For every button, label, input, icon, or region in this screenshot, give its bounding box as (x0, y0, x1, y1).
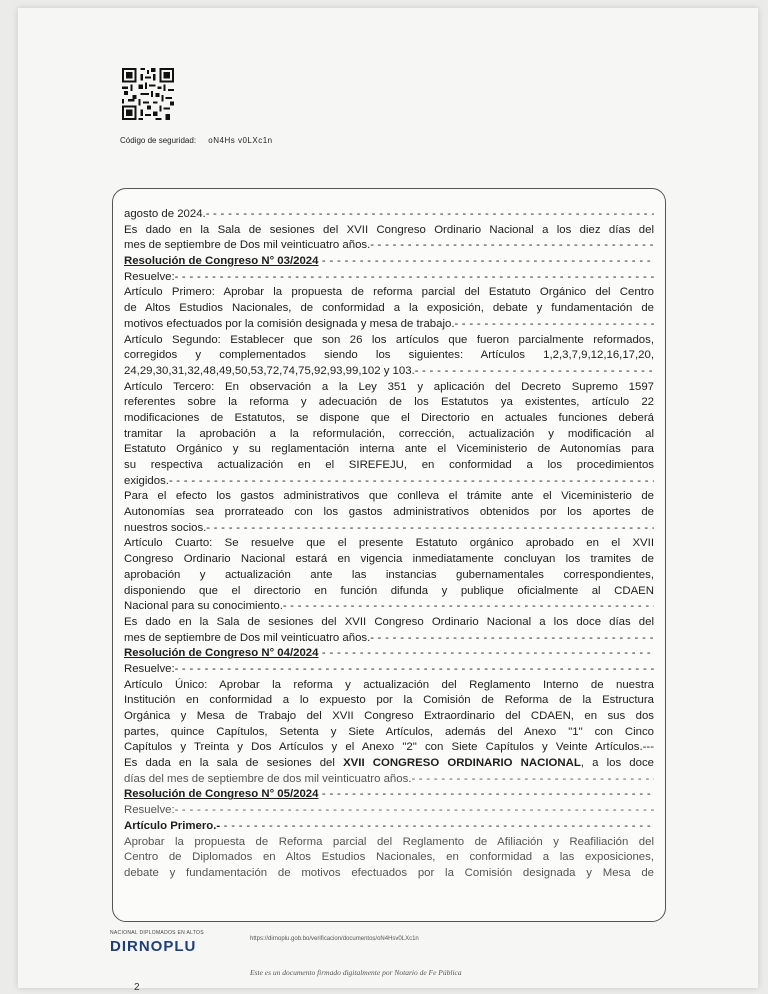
text-line: días del mes de septiembre de dos mil veinticuatro años.- - - - (124, 772, 654, 788)
text-line: corregidos y complementados siendo los siguientes: Artículos 1,2,3,7,9,12,16,17,20, (124, 349, 654, 362)
text-line: aprobación y actualización ante las instancias gubernamentales correspondientes, (124, 568, 654, 581)
text-line: modificaciones de Estatutos, se dispone que el Directorio en actuales funciones deberá (124, 411, 654, 424)
resolution-heading-05: Resolución de Congreso N° 05/2024 - - - (124, 787, 654, 803)
text-line: Es dado en la Sala de sesiones del XVII Congreso Ordinario Nacional a los diez días del (124, 223, 654, 236)
text-line: exigidos.- - - - (124, 474, 654, 490)
text-line: su respectiva actualización en el SIREFEJU, en conformidad a los procedimientos (124, 459, 654, 471)
text-line: disponiendo que el directorio en función difunda y publique oficialmente al CDAEN (124, 584, 654, 597)
text-line: tramitar la aprobación a la reformulación, corrección, actualización y modificación al (124, 427, 654, 440)
text-line: motivos efectuados por la comisión designada y mesa de trabajo.- - - - (124, 317, 654, 333)
text-line: agosto de 2024.- - - - (124, 207, 654, 223)
text-line: Congreso Ordinario Nacional estará en vigencia inmediatamente concluyan los tramites de (124, 553, 654, 566)
security-code (120, 136, 273, 145)
text-line: Artículo Tercero: En observación a la Ley 351 y aplicación del Decreto Supremo 1597 (124, 380, 654, 393)
verification-url: https://dirnoplu.gob.bo/verificacion/documentos/oN4Hsv0LXc1n (250, 936, 419, 942)
text-line: Resuelve:- - - - (124, 803, 654, 819)
text-line: Aprobar la propuesta de Reforma parcial del Reglamento de Afiliación y Reafiliación del (124, 835, 654, 848)
text-line: Autonomías sea prorrateado con los gastos administrativos obtenidos por los aportes de (124, 506, 654, 519)
text-line: de Altos Estudios Nacionales, de conformidad a la exposición, debate y fundamentación de (124, 302, 654, 315)
dirnoplu-logo (110, 930, 204, 955)
text-line: referentes sobre la reforma y adecuación de los Estatutos ya existentes, artículo 22 (124, 396, 654, 409)
qr-code-icon (122, 68, 174, 120)
text-line: Es dado en la Sala de sesiones del XVII Congreso Ordinario Nacional a los doce días del (124, 615, 654, 628)
document-page (18, 8, 758, 993)
resolution-text (124, 207, 654, 882)
text-line: Resuelve:- - - - (124, 270, 654, 286)
page-number: 2 (134, 982, 140, 993)
resolution-heading-04: Resolución de Congreso N° 04/2024 - - - (124, 646, 654, 662)
resolution-heading-03: Resolución de Congreso N° 03/2024 - - - (124, 254, 654, 270)
text-line: mes de septiembre de Dos mil veinticuatro años.- - - - (124, 238, 654, 254)
text-line: Nacional para su conocimiento.- - - - (124, 599, 654, 615)
text-line: Artículo Segundo: Establecer que son 26 los artículos que fueron parcialmente reformados, (124, 333, 654, 346)
text-line: partes, quince Capítulos, Setenta y Siete Artículos, además del Anexo "1" con Cinco (124, 725, 654, 738)
security-code-value: oN4Hs v0LXc1n (208, 136, 273, 145)
digital-signature-note: Este es un documento firmado digitalmente por Notario de Fe Pública (250, 968, 462, 977)
text-line: Estatuto Orgánico y su reglamentación interna ante el Viceministerio de Autonomías para (124, 443, 654, 456)
text-line: 24,29,30,31,32,48,49,50,53,72,74,75,92,93,99,102 y 103.- - - - (124, 364, 654, 380)
resolution-frame (112, 188, 666, 922)
text-line: Artículo Único: Aprobar la reforma y actualización del Reglamento Interno de nuestra (124, 678, 654, 691)
text-line: mes de septiembre de Dos mil veinticuatro años.- - - - (124, 631, 654, 647)
text-line: Artículo Cuarto: Se resuelve que el presente Estatuto orgánico aprobado en el XVII (124, 537, 654, 550)
text-line: Es dada en la sala de sesiones del XVII CONGRESO ORDINARIO NACIONAL, a los doce (124, 757, 654, 770)
security-code-label: Código de seguridad: (120, 136, 197, 145)
logo-caption: NACIONAL DIPLOMADOS EN ALTOS (110, 930, 204, 936)
article-heading: Artículo Primero.- - - - (124, 819, 654, 835)
text-line: Institución en conformidad a lo expuesto por la Comisión de Reforma de la Estructura (124, 694, 654, 707)
text-line: debate y fundamentación de motivos efectuados por la Comisión designada y Mesa de (124, 866, 654, 879)
text-line: Orgánica y Mesa de Trabajo del XVII Congreso Extraordinario del CDAEN, en sus dos (124, 710, 654, 722)
text-line: Resuelve:- - - - (124, 662, 654, 678)
text-line: Artículo Primero: Aprobar la propuesta de reforma parcial del Estatuto Orgánico del Centro (124, 286, 654, 299)
text-line: Para el efecto los gastos administrativos que conlleva el trámite ante el Viceministerio de (124, 490, 654, 503)
text-line: nuestros socios.- - - - (124, 521, 654, 537)
logo-name: DIRNOPLU (110, 938, 197, 955)
text-line: Capítulos y Treinta y Dos Artículos y el Anexo "2" con Siete Capítulos y Veinte Artículos.--- (124, 741, 654, 754)
text-line: Centro de Diplomados en Altos Estudios Nacionales, en conformidad a las exposiciones, (124, 851, 654, 864)
